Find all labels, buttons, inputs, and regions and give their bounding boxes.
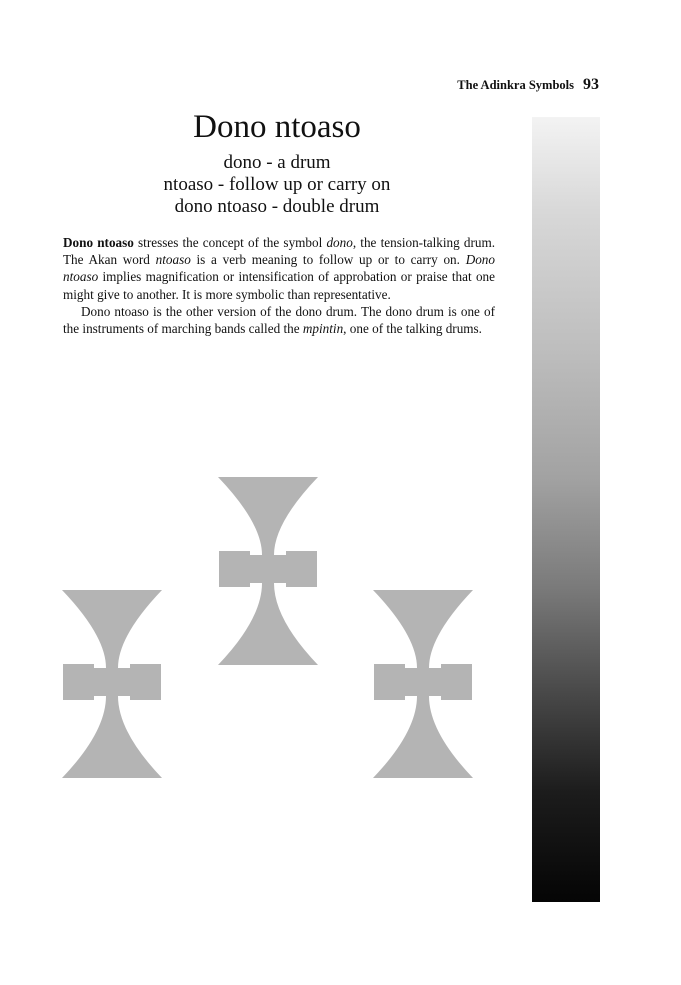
italic-term: Dono ntoaso xyxy=(63,252,495,285)
text-span: stresses the concept of the symbol xyxy=(133,235,327,250)
text-span: implies magnification or intensification of approbation or praise that one might give to another. It is more symbolic than representative. xyxy=(63,269,495,302)
subtitle-line-double-drum: dono ntoaso - double drum xyxy=(174,196,380,217)
subtitle-line-dono: dono - a drum xyxy=(223,152,331,173)
lead-term: Dono ntoaso xyxy=(63,235,134,250)
title-block xyxy=(70,108,484,218)
text-span: , one of the talking drums. xyxy=(343,321,482,337)
italic-term: mpintin xyxy=(302,321,344,337)
body-text xyxy=(63,234,495,337)
dono-ntoaso-symbol xyxy=(216,477,320,665)
page-number: 93 xyxy=(583,76,599,93)
text-span: Dono ntoaso is the other version of the dono drum. The dono drum is one of the instruments of marching bands called the xyxy=(63,303,495,337)
paragraph-1 xyxy=(63,234,495,303)
italic-term: dono xyxy=(326,235,353,250)
text-span: , the tension-talking drum. The Akan word xyxy=(63,235,496,268)
header-section-title: The Adinkra Symbols xyxy=(457,78,574,92)
dono-ntoaso-symbol xyxy=(60,590,164,778)
text-span: is a verb meaning to follow up or to carry on. xyxy=(190,252,466,268)
italic-term: ntoaso xyxy=(155,252,191,268)
page-title: Dono ntoaso xyxy=(193,109,361,145)
dono-ntoaso-symbol xyxy=(371,590,475,778)
decorative-gradient-bar xyxy=(532,117,600,902)
running-header xyxy=(457,76,599,94)
subtitle-line-ntoaso: ntoaso - follow up or carry on xyxy=(163,174,391,195)
paragraph-2 xyxy=(63,303,495,337)
